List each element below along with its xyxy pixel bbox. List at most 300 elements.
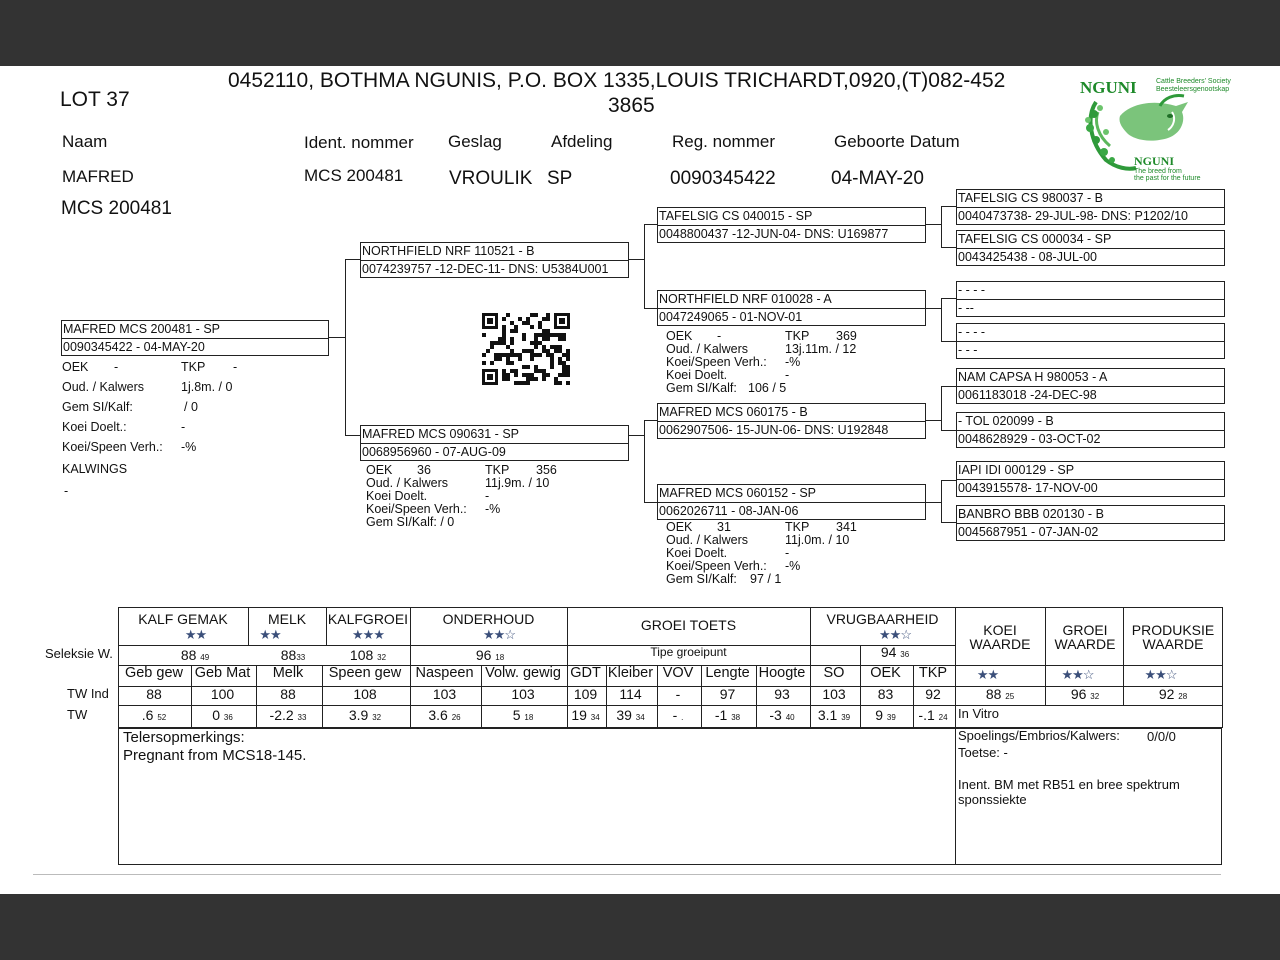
grandsire-maternal-reg: 0062907506- 15-JUN-06- DNS: U192848: [659, 423, 889, 437]
hdr-tipe-groeipunt: Tipe groeipunt: [650, 645, 727, 659]
hdr-kalf-gemak: KALF GEMAK: [138, 611, 228, 627]
dd-gem-label: Gem SI/Kalf:: [666, 572, 737, 586]
tw-value: 3.1: [817, 707, 838, 723]
logo-tagline-line1: The breed from: [1134, 168, 1182, 175]
nguni-logo: [1076, 72, 1231, 182]
granddam-paternal-name: NORTHFIELD NRF 010028 - A: [659, 292, 832, 306]
connector: [941, 206, 956, 207]
tw-cell: [321, 707, 409, 723]
label-geboorte: Geboorte Datum: [834, 132, 960, 151]
remarks-title: Telersopmerkings:: [123, 729, 245, 746]
sd-oud-value: 13j.11m. / 12: [785, 342, 857, 356]
tw-cell: [656, 707, 700, 723]
twind-groei-acc: 32: [1090, 692, 1100, 701]
granddam-maternal-reg: 0062026711 - 08-JAN-06: [659, 504, 799, 518]
twind-cell: 108: [353, 686, 377, 702]
sd-koei-value: -: [785, 368, 790, 382]
tw-accuracy: .: [681, 713, 684, 722]
sel-onderhoud: [440, 647, 540, 663]
sel-vrugbaarheid-acc: 36: [900, 650, 910, 659]
subject-oud-label: Oud. / Kalwers: [62, 380, 144, 394]
bottom-dark-bar: [0, 894, 1280, 960]
qr-module: [498, 357, 502, 361]
col-header: Speen gew: [328, 665, 402, 681]
gg-name: - TOL 020099 - B: [958, 414, 1054, 428]
connector: [941, 480, 942, 522]
kalwings-label: KALWINGS: [62, 462, 128, 476]
twind-produksie-value: 92: [1158, 686, 1175, 702]
tw-accuracy: 24: [938, 713, 948, 722]
twind-cell: 114: [619, 686, 642, 702]
col-header: VOV: [662, 665, 694, 681]
twind-koei-acc: 25: [1005, 692, 1015, 701]
kalwings-value: -: [64, 484, 69, 498]
toetse-text: Toetse: -: [958, 745, 1008, 760]
connector: [644, 502, 658, 503]
sel-melk-acc: 33: [296, 653, 306, 662]
subject-info: [62, 361, 322, 501]
qr-module: [546, 337, 550, 341]
subject-name: MAFRED MCS 200481 - SP: [63, 322, 220, 336]
footer-rule: [33, 874, 1221, 875]
qr-module: [534, 377, 538, 381]
connector: [644, 224, 645, 308]
subject-tkp-value: -: [233, 360, 238, 374]
sel-melk-value: 88: [280, 647, 297, 663]
dam-speen-value: -%: [485, 502, 501, 516]
dam-tkp-label: TKP: [485, 463, 510, 477]
qr-module: [558, 381, 562, 385]
sel-vrugbaarheid-value: 94: [880, 644, 897, 660]
animal-afdeling: SP: [547, 168, 573, 189]
qr-module: [534, 313, 538, 317]
tw-value: 5: [512, 707, 521, 723]
dd-oek-value: 31: [717, 520, 731, 534]
dd-koei-label: Koei Doelt.: [666, 546, 728, 560]
qr-module: [566, 381, 570, 385]
gg-box-1: [956, 189, 1225, 225]
gg-box-2: [956, 230, 1225, 266]
connector: [926, 308, 941, 309]
col-header: Kleiber: [607, 665, 654, 681]
qr-module: [482, 333, 486, 337]
logo-society-line1: Cattle Breeders' Society: [1156, 78, 1231, 85]
animal-naam: MAFRED: [62, 167, 134, 186]
connector: [926, 420, 941, 421]
gg-name: NAM CAPSA H 980053 - A: [958, 370, 1108, 384]
dd-tkp-value: 341: [836, 520, 857, 534]
tw-value: 3.9: [348, 707, 369, 723]
qr-module: [526, 381, 530, 385]
twind-cell: 97: [719, 686, 736, 702]
sel-onderhoud-value: 96: [475, 647, 492, 663]
qr-module: [486, 349, 490, 353]
sd-oud-label: Oud. / Kalwers: [666, 342, 748, 356]
hdr-koei-waarde-2: WAARDE: [969, 636, 1031, 652]
tw-cell: [566, 707, 605, 723]
granddam-paternal-info: [666, 330, 926, 395]
tw-accuracy: 38: [731, 713, 741, 722]
qr-module: [510, 361, 514, 365]
connector: [941, 341, 956, 342]
qr-module: [562, 337, 566, 341]
qr-module: [522, 337, 526, 341]
inent-line1: Inent. BM met RB51 en bree spektrum: [958, 777, 1180, 792]
connector: [941, 247, 956, 248]
gg-reg: 0043915578- 17-NOV-00: [958, 481, 1098, 495]
stars-kalfgroei-icon: ★★★: [352, 627, 384, 642]
connector: [941, 206, 942, 247]
col-header: OEK: [870, 665, 901, 681]
col-header: Geb gew: [124, 665, 184, 681]
grandsire-maternal-name: MAFRED MCS 060175 - B: [659, 405, 808, 419]
inent-line2: sponssiekte: [958, 792, 1027, 807]
stars-koei-waarde-icon: ★★: [976, 667, 999, 682]
connector: [629, 259, 644, 260]
tw-cell: [190, 707, 255, 723]
pedigree-sheet: [0, 66, 1280, 894]
hdr-produksie-waarde-2: WAARDE: [1142, 636, 1204, 652]
tw-cell: [859, 707, 912, 723]
tw-value: -3: [769, 707, 782, 723]
seleksie-label: Seleksie W.: [45, 646, 113, 661]
hdr-koei-waarde-1: KOEI: [983, 622, 1017, 638]
dd-oud-value: 11j.0m. / 10: [785, 533, 850, 547]
dam-reg: 0068956960 - 07-AUG-09: [362, 445, 506, 459]
qr-module: [518, 357, 522, 361]
dam-oek-label: OEK: [366, 463, 393, 477]
twind-cell: -: [675, 686, 681, 702]
grandsire-paternal-box: [657, 207, 926, 243]
breeder-address-line2: 3865: [608, 94, 655, 117]
gg-box-8: [956, 505, 1225, 541]
connector: [345, 259, 360, 260]
dd-koei-value: -: [785, 546, 790, 560]
twind-cell: 83: [877, 686, 894, 702]
hdr-groei-toets: GROEI TOETS: [640, 617, 737, 633]
connector: [644, 420, 645, 502]
logo-brand: NGUNI: [1080, 78, 1137, 97]
stars-groei-waarde-icon: ★★☆: [1061, 667, 1094, 682]
sd-koei-label: Koei Doelt.: [666, 368, 728, 382]
qr-module: [510, 341, 514, 345]
twind-cell: 92: [925, 686, 941, 702]
connector: [329, 337, 345, 338]
dam-name: MAFRED MCS 090631 - SP: [362, 427, 519, 441]
gg-name: TAFELSIG CS 980037 - B: [958, 191, 1103, 205]
logo-tagline: [1134, 168, 1201, 182]
hdr-produksie-waarde: [1123, 623, 1223, 651]
subject-oud-value: 1j.8m. / 0: [181, 380, 233, 394]
tw-value: 19: [571, 707, 587, 723]
connector: [941, 386, 956, 387]
dd-gem-value: 97 / 1: [750, 572, 782, 586]
subject-tkp-label: TKP: [181, 360, 206, 374]
tw-value: -2.2: [269, 707, 294, 723]
tw-value: -: [672, 707, 678, 723]
twind-cell: 88: [280, 686, 296, 702]
subject-koei-label: Koei Doelt.:: [62, 420, 127, 434]
tw-cell: [605, 707, 656, 723]
granddam-maternal-info: [666, 521, 926, 586]
hdr-melk: MELK: [267, 611, 307, 627]
col-header: SO: [823, 665, 845, 681]
logo-brand-small: NGUNI: [1134, 154, 1175, 168]
sel-vrugbaarheid: [855, 644, 935, 660]
twind-groei-waarde: [1045, 686, 1125, 702]
dd-oud-label: Oud. / Kalwers: [666, 533, 748, 547]
tw-cell: [255, 707, 321, 723]
gg-box-5: [956, 368, 1225, 404]
stars-onderhoud-icon: ★★☆: [483, 627, 515, 642]
col-header: Geb Mat: [194, 665, 251, 681]
gg-box-4: [956, 323, 1225, 359]
tw-cell: [912, 707, 954, 723]
col-header: GDT: [570, 665, 601, 681]
label-geslag: Geslag: [448, 132, 502, 151]
qr-module: [538, 353, 542, 357]
subject-oek-label: OEK: [62, 360, 89, 374]
sd-gem-value: 106 / 5: [748, 381, 787, 395]
twind-produksie-acc: 28: [1178, 692, 1188, 701]
gg-box-6: [956, 412, 1225, 448]
tw-accuracy: 18: [524, 713, 534, 722]
label-reg: Reg. nommer: [672, 132, 775, 151]
dam-koei-label: Koei Doelt.: [366, 489, 428, 503]
qr-module: [566, 373, 570, 377]
sire-box: [360, 242, 629, 278]
connector: [941, 298, 942, 341]
gg-reg: 0048628929 - 03-OCT-02: [958, 432, 1101, 446]
connector: [941, 430, 956, 431]
sel-kalf-gemak-value: 88: [180, 647, 197, 663]
sel-onderhoud-acc: 18: [495, 653, 505, 662]
qr-code: [482, 313, 570, 385]
connector: [941, 298, 956, 299]
sel-kalfgroei-value: 108: [349, 647, 374, 663]
tw-accuracy: 39: [886, 713, 896, 722]
tw-value: -.1: [918, 707, 935, 723]
gg-box-7: [956, 461, 1225, 497]
sel-kalfgroei-acc: 32: [377, 653, 387, 662]
dam-box: [360, 425, 629, 461]
sire-reg: 0074239757 -12-DEC-11- DNS: U5384U001: [362, 262, 609, 276]
qr-module: [506, 313, 510, 317]
gg-reg: 0061183018 -24-DEC-98: [958, 388, 1097, 402]
twind-groei-value: 96: [1070, 686, 1087, 702]
col-header: Volw. gewig: [485, 665, 561, 681]
granddam-paternal-box: [657, 290, 926, 326]
qr-module: [490, 361, 494, 365]
sd-oek-value: -: [717, 329, 722, 343]
qr-module: [506, 377, 510, 381]
logo-society-line2: Beesteleersgenootskap: [1156, 86, 1230, 93]
dd-tkp-label: TKP: [785, 520, 810, 534]
granddam-paternal-reg: 0047249065 - 01-NOV-01: [659, 310, 803, 324]
qr-module: [546, 317, 550, 321]
qr-module: [534, 345, 538, 349]
stars-melk-icon: ★★: [259, 627, 281, 642]
tw-cell: [118, 707, 190, 723]
sel-kalf-gemak-acc: 49: [200, 653, 210, 662]
col-header: TKP: [918, 665, 948, 681]
connector: [345, 259, 346, 435]
connector: [941, 386, 942, 430]
stars-kalf-gemak-icon: ★★: [184, 627, 207, 642]
col-header: Melk: [272, 665, 304, 681]
tw-value: -1: [714, 707, 728, 723]
tw-accuracy: 39: [841, 713, 851, 722]
twind-cell: 100: [210, 686, 235, 702]
label-ident: Ident. nommer: [304, 133, 414, 152]
gg-box-3: [956, 281, 1225, 317]
subject-speen-label: Koei/Speen Verh.:: [62, 440, 163, 454]
twind-produksie-waarde: [1123, 686, 1223, 702]
hdr-groei-waarde-2: WAARDE: [1054, 636, 1116, 652]
connector: [345, 435, 360, 436]
twind-cell: 88: [146, 686, 162, 702]
animal-ident: MCS 200481: [304, 166, 404, 185]
dam-info: [366, 464, 626, 529]
subject-gem-value: / 0: [184, 400, 198, 414]
stars-produksie-waarde-icon: ★★☆: [1144, 667, 1177, 682]
tw-value: 9: [875, 707, 883, 723]
hdr-vrugbaarheid: VRUGBAARHEID: [826, 611, 939, 627]
hdr-groei-waarde-1: GROEI: [1062, 622, 1108, 638]
col-header: Naspeen: [415, 665, 474, 681]
animal-reg: 0090345422: [670, 168, 776, 189]
sd-tkp-value: 369: [836, 329, 857, 343]
dam-oud-value: 11j.9m. / 10: [485, 476, 550, 490]
logo-tagline-line2: the past for the future: [1134, 175, 1201, 182]
top-dark-bar: [0, 0, 1280, 66]
gg-name: - - - -: [958, 283, 986, 297]
logo-society: [1156, 78, 1231, 94]
qr-module: [514, 329, 518, 333]
gg-name: - - - -: [958, 325, 986, 339]
gg-reg: - --: [958, 301, 974, 315]
tw-accuracy: 26: [451, 713, 461, 722]
qr-module: [526, 365, 530, 369]
hdr-koei-waarde: [955, 623, 1045, 651]
connector: [941, 522, 956, 523]
sd-gem-label: Gem SI/Kalf:: [666, 381, 737, 395]
animal-geslag: VROULIK: [449, 168, 533, 189]
tw-accuracy: 33: [297, 713, 307, 722]
tw-value: 0: [212, 707, 220, 723]
dam-gem-label: Gem SI/Kalf: / 0: [366, 515, 455, 529]
in-vitro-label: In Vitro: [958, 706, 999, 721]
qr-module: [482, 361, 486, 365]
qr-module: [482, 353, 486, 357]
twind-label: TW Ind: [67, 686, 109, 701]
twind-cell: 103: [511, 686, 535, 702]
subject-gem-label: Gem SI/Kalf:: [62, 400, 133, 414]
qr-module: [530, 325, 534, 329]
twind-cell: 93: [774, 686, 790, 702]
subject-koei-value: -: [181, 420, 186, 434]
tw-cell: [809, 707, 859, 723]
gg-reg: - - -: [958, 343, 978, 357]
tw-cell: [480, 707, 566, 723]
qr-module: [502, 317, 506, 321]
tw-accuracy: 34: [590, 713, 600, 722]
sel-melk: [258, 647, 328, 663]
tw-accuracy: 32: [372, 713, 382, 722]
qr-module: [530, 357, 534, 361]
tw-label: TW: [67, 707, 88, 722]
hdr-groei-waarde: [1045, 623, 1125, 651]
animal-geboorte: 04-MAY-20: [831, 168, 924, 189]
connector: [941, 480, 956, 481]
spoelings-label: Spoelings/Embrios/Kalwers:: [958, 728, 1120, 743]
tw-value: 3.6: [428, 707, 448, 723]
twind-koei-value: 88: [985, 686, 1002, 702]
grandsire-paternal-name: TAFELSIG CS 040015 - SP: [659, 209, 813, 223]
subject-speen-value: -%: [181, 440, 197, 454]
dam-tkp-value: 356: [536, 463, 557, 477]
dam-koei-value: -: [485, 489, 490, 503]
hdr-produksie-waarde-1: PRODUKSIE: [1131, 622, 1215, 638]
dd-speen-value: -%: [785, 559, 801, 573]
breeder-address-line1: 0452110, BOTHMA NGUNIS, P.O. BOX 1335,LOUIS TRICHARDT,0920,(T)082-452: [228, 69, 1006, 92]
gg-reg: 0043425438 - 08-JUL-00: [958, 250, 1097, 264]
col-header: Hoogte: [758, 665, 806, 681]
gg-name: IAPI IDI 000129 - SP: [958, 463, 1075, 477]
dd-speen-label: Koei/Speen Verh.:: [666, 559, 767, 573]
twind-cell: 103: [432, 686, 457, 702]
qr-module: [542, 377, 546, 381]
hdr-kalfgroei: KALFGROEI: [327, 611, 409, 627]
tw-value: 39: [616, 707, 632, 723]
sd-speen-value: -%: [785, 355, 801, 369]
dam-oek-value: 36: [417, 463, 431, 477]
connector: [644, 308, 658, 309]
sd-oek-label: OEK: [666, 329, 693, 343]
tw-cell: [755, 707, 809, 723]
hdr-onderhoud: ONDERHOUD: [442, 611, 535, 627]
subject-reg: 0090345422 - 04-MAY-20: [63, 340, 205, 354]
gg-reg: 0040473738- 29-JUL-98- DNS: P1202/10: [958, 209, 1189, 223]
dam-speen-label: Koei/Speen Verh.:: [366, 502, 467, 516]
gg-name: BANBRO BBB 020130 - B: [958, 507, 1104, 521]
animal-code: MCS 200481: [61, 198, 172, 219]
col-header: Lengte: [705, 665, 750, 681]
sd-tkp-label: TKP: [785, 329, 810, 343]
connector: [926, 224, 941, 225]
qr-module: [566, 357, 570, 361]
subject-oek-value: -: [114, 360, 119, 374]
gg-reg: 0045687951 - 07-JAN-02: [958, 525, 1099, 539]
dd-oek-label: OEK: [666, 520, 693, 534]
qr-module: [546, 373, 550, 377]
grandsire-paternal-reg: 0048800437 -12-JUN-04- DNS: U169877: [659, 227, 889, 241]
sire-name: NORTHFIELD NRF 110521 - B: [362, 244, 535, 258]
connector: [644, 224, 658, 225]
tw-accuracy: 52: [157, 713, 167, 722]
tw-cell: [409, 707, 480, 723]
tw-accuracy: 36: [223, 713, 233, 722]
connector: [926, 502, 941, 503]
gg-name: TAFELSIG CS 000034 - SP: [958, 232, 1112, 246]
sel-kalf-gemak: [140, 647, 250, 663]
lot-number: LOT 37: [60, 88, 130, 111]
remarks-text: Pregnant from MCS18-145.: [123, 747, 307, 764]
twind-koei-waarde: [955, 686, 1045, 702]
dam-oud-label: Oud. / Kalwers: [366, 476, 448, 490]
label-afdeling: Afdeling: [551, 132, 613, 151]
sel-kalfgroei: [326, 647, 410, 663]
